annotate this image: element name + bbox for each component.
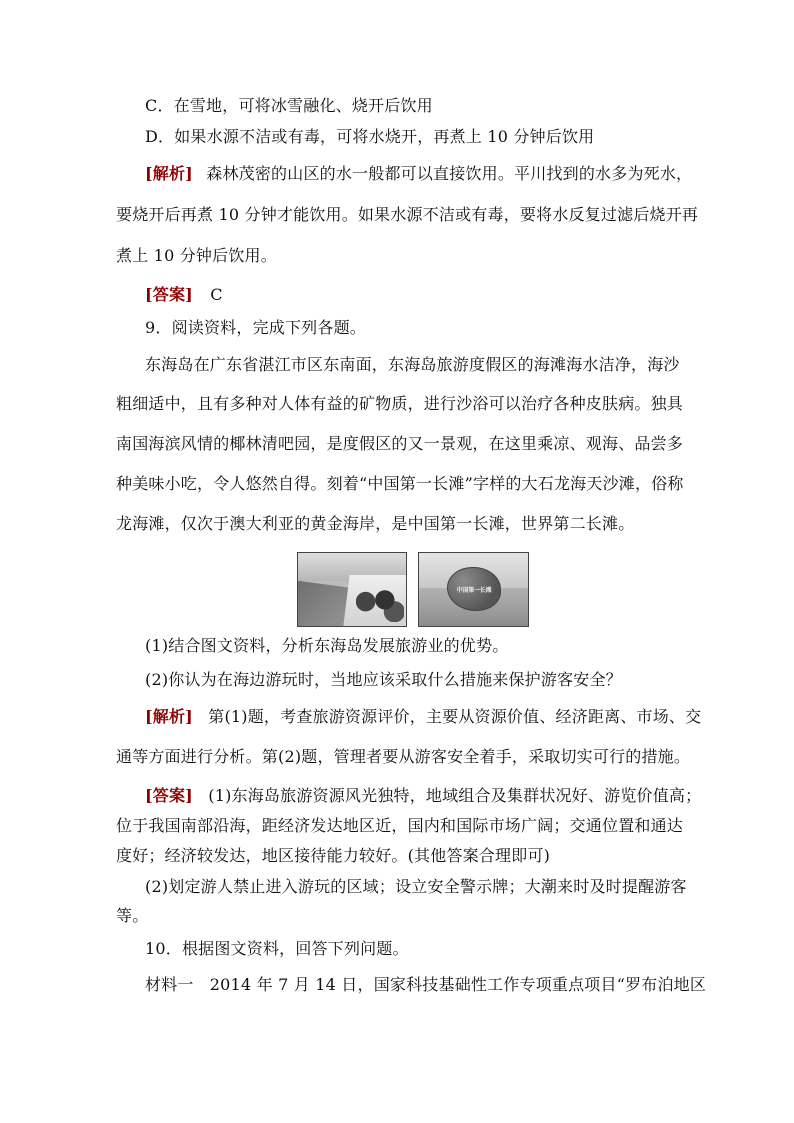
- stone-photo: [418, 552, 529, 627]
- material-line-1: 东海岛在广东省湛江市区东南面，东海岛旅游度假区的海滩海水洁净，海沙: [145, 355, 680, 374]
- answer-2-line-1: [145, 786, 715, 806]
- analysis-line-1: [145, 164, 715, 184]
- analysis-label: [解析]: [145, 707, 193, 726]
- material-line-3: 南国海滨风情的椰林清吧园，是度假区的又一景观，在这里乘凉、观海、品尝多: [116, 434, 684, 453]
- tree-group: [356, 588, 404, 622]
- answer-2-line-5: 等。: [116, 906, 149, 925]
- answer-label: [答案]: [145, 786, 193, 805]
- material-line-4: 种美味小吃，令人悠然自得。刻着“中国第一长滩”字样的大石龙海天沙滩，俗称: [116, 474, 684, 493]
- answer-line-1: [145, 285, 715, 305]
- stone-inscription: 中国第一长滩: [456, 586, 492, 594]
- answer-text-1: C: [210, 285, 223, 304]
- answer-2-line-3: 度好；经济较发达，地区接待能力较好。(其他答案合理即可): [116, 846, 551, 865]
- answer-label: [答案]: [145, 285, 193, 304]
- option-d: D．如果水源不洁或有毒，可将水烧开，再煮上 10 分钟后饮用: [145, 127, 595, 146]
- question-9-title: 9．阅读资料，完成下列各题。: [145, 318, 366, 337]
- analysis-2-text-1: 第(1)题，考查旅游资源评价，主要从资源价值、经济距离、市场、交: [208, 707, 702, 726]
- answer-2-line-2: 位于我国南部沿海，距经济发达地区近，国内和国际市场广阔；交通位置和通达: [116, 816, 684, 835]
- analysis-2-line-2: 通等方面进行分析。第(2)题，管理者要从游客安全着手，采取切实可行的措施。: [116, 747, 691, 766]
- answer-2-text-1: (1)东海岛旅游资源风光独特，地域组合及集群状况好、游览价值高；: [208, 786, 702, 805]
- option-c: C．在雪地，可将冰雪融化、烧开后饮用: [145, 96, 433, 115]
- beach-photo: [297, 552, 407, 627]
- analysis-label: [解析]: [145, 164, 193, 183]
- answer-2-line-4: (2)划定游人禁止进入游玩的区域；设立安全警示牌；大潮来时及时提醒游客: [145, 877, 687, 896]
- analysis-text-1: 森林茂密的山区的水一般都可以直接饮用。平川找到的水多为死水，: [206, 164, 693, 183]
- material-line-2: 粗细适中，且有多种对人体有益的矿物质，进行沙浴可以治疗各种皮肤病。独具: [116, 394, 684, 413]
- question-10-title: 10．根据图文资料，回答下列问题。: [145, 939, 409, 958]
- analysis-line-2: 要烧开后再煮 10 分钟才能饮用。如果水源不洁或有毒，要将水反复过滤后烧开再: [116, 205, 699, 224]
- material-10-line-1: 材料一 2014 年 7 月 14 日，国家科技基础性工作专项重点项目“罗布泊地区: [145, 975, 707, 994]
- analysis-2-line-1: [145, 707, 715, 727]
- subquestion-1: (1)结合图文资料，分析东海岛发展旅游业的优势。: [145, 636, 509, 655]
- analysis-line-3: 煮上 10 分钟后饮用。: [116, 246, 277, 265]
- subquestion-2: (2)你认为在海边游玩时，当地应该采取什么措施来保护游客安全？: [145, 670, 622, 689]
- inscribed-stone: [447, 567, 501, 611]
- material-line-5: 龙海滩，仅次于澳大利亚的黄金海岸，是中国第一长滩，世界第二长滩。: [116, 514, 635, 533]
